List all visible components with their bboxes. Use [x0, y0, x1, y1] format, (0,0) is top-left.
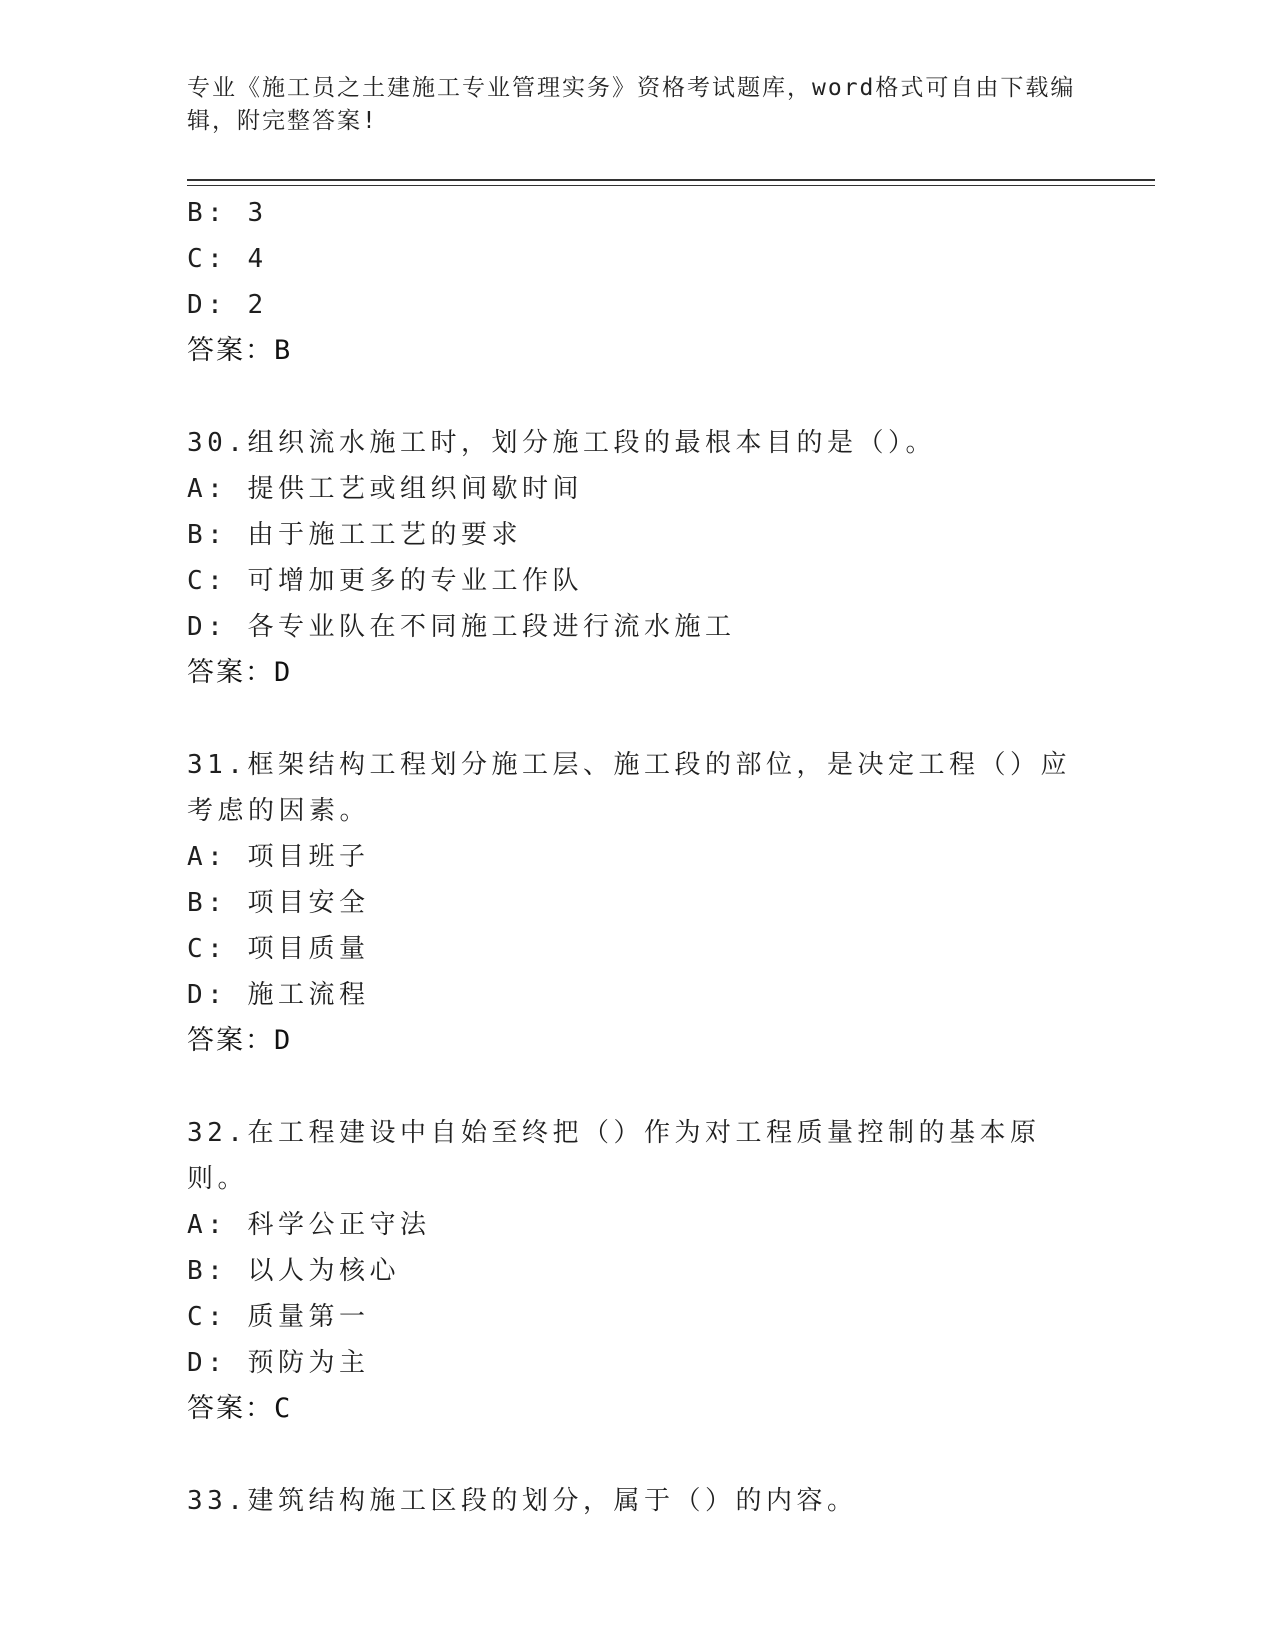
option-b: B: 项目安全: [187, 888, 370, 918]
option-d: D: 2: [187, 290, 268, 320]
header-rule-thick: [187, 179, 1155, 181]
document-header: 专业《施工员之土建施工专业管理实务》资格考试题库，word格式可自由下载编辑，附完整答案!: [187, 75, 1076, 134]
option-a: A: 科学公正守法: [187, 1210, 431, 1240]
answer-line: 答案：B: [187, 335, 293, 366]
header-rule-thin: [187, 185, 1155, 186]
answer-line: 答案：D: [187, 657, 293, 688]
option-c: C: 可增加更多的专业工作队: [187, 566, 583, 596]
spacer: [187, 1432, 1117, 1478]
answer-line: 答案：D: [187, 1025, 293, 1056]
option-c: C: 4: [187, 244, 268, 274]
option-b: B: 由于施工工艺的要求: [187, 520, 522, 550]
question-stem-33: 33.建筑结构施工区段的划分，属于（）的内容。: [187, 1486, 858, 1516]
spacer: [187, 1064, 1117, 1110]
spacer: [187, 374, 1117, 420]
question-content: [187, 190, 1117, 1524]
option-a: A: 提供工艺或组织间歇时间: [187, 474, 583, 504]
answer-line: 答案：C: [187, 1393, 293, 1424]
option-b: B: 以人为核心: [187, 1256, 400, 1286]
option-a: A: 项目班子: [187, 842, 370, 872]
option-d: D: 预防为主: [187, 1348, 370, 1378]
question-stem-32: 32.在工程建设中自始至终把（）作为对工程质量控制的基本原则。: [187, 1118, 1041, 1194]
option-c: C: 质量第一: [187, 1302, 370, 1332]
question-stem-30: 30.组织流水施工时，划分施工段的最根本目的是（）。: [187, 428, 936, 458]
option-d: D: 各专业队在不同施工段进行流水施工: [187, 612, 736, 642]
option-b: B: 3: [187, 198, 268, 228]
spacer: [187, 696, 1117, 742]
question-stem-31: 31.框架结构工程划分施工层、施工段的部位，是决定工程（）应考虑的因素。: [187, 750, 1071, 826]
option-d: D: 施工流程: [187, 980, 370, 1010]
option-c: C: 项目质量: [187, 934, 370, 964]
